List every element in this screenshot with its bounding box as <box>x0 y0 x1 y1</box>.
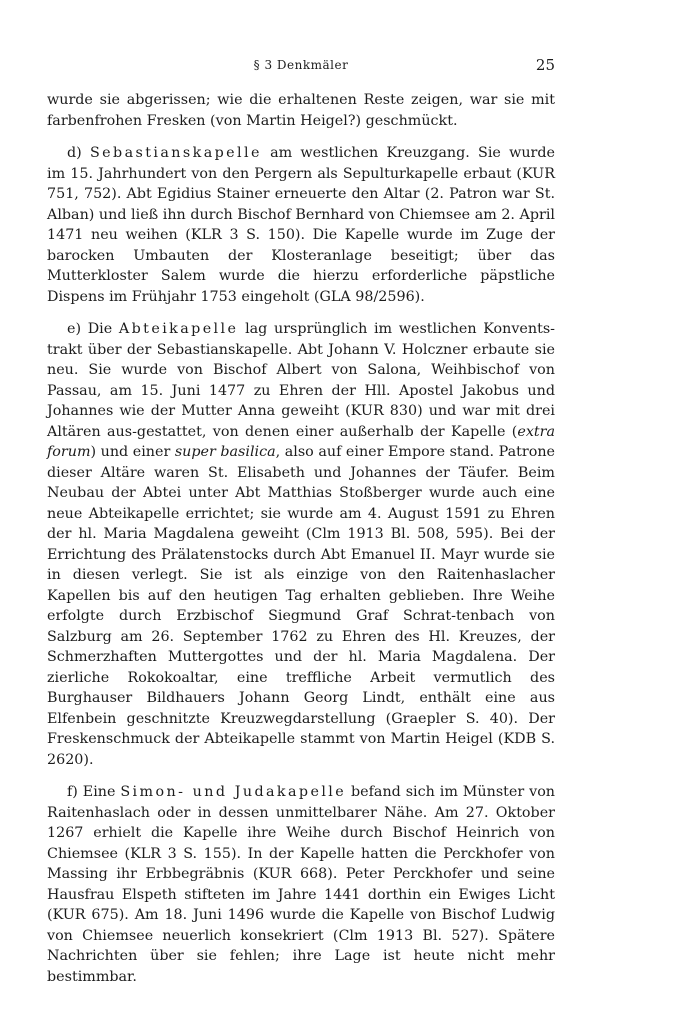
section-title: § 3 Denkmäler <box>253 58 349 72</box>
italic-phrase: super basilica <box>174 444 276 460</box>
paragraph-abteikapelle <box>47 319 555 770</box>
spaced-term: Abteikapelle <box>118 321 239 337</box>
spaced-term: Sebastianskapelle <box>89 145 262 161</box>
spaced-term: Simon- und Judakapelle <box>120 784 347 800</box>
paragraph-text: ) und einer <box>90 444 171 460</box>
paragraph-text: befand sich im Münster von Raitenhaslach oder in dessen unmittelbarer Nähe. Am 27. Oktober 1267 erhielt die Kapelle ihre Weihe durch Bischof Heinrich von Chiemsee (KLR 3 S. 155). In der Kapelle hatten die Perckhofer von Massing ihr Erbbegräbnis (KUR 668). Peter Perckhofer und seine Hausfrau Elspeth stifteten im Jahre 1441 dorthin ein Ewiges Licht (KUR 675). Am 18. Juni 1496 wurde die Kapelle von Bischof Ludwig von Chiemsee neuerlich konsekriert (Clm 1913 Bl. 527). Spätere Nachrichten über sie fehlen; ihre Lage ist heute nicht mehr bestimmbar. <box>47 784 556 985</box>
paragraph-simon-judakapelle <box>47 782 555 987</box>
paragraph-continuation <box>47 90 555 131</box>
paragraph-text: am westlichen Kreuzgang. Sie wurde im 15. Jahrhundert von den Pergern als Sepulturkapelle erbaut (KUR 751, 752). Abt Egidius Stainer erneuerte den Altar (2. Patron war St. Alban) und ließ ihn durch Bischof Bernhard von Chiemsee am 2. April 1471 neu weihen (KLR 3 S. 150). Die Kapelle wurde im Zuge der barocken Umbauten der Klosteranlage beseitigt; über das Mutterkloster Salem wurde die hierzu erforderliche päpstliche Dispens im Frühjahr 1753 eingeholt (GLA 98/2596). <box>47 145 555 305</box>
page-number: 25 <box>535 56 555 74</box>
paragraph-label: f) Eine <box>67 784 116 800</box>
italic-phrase: extra forum <box>47 423 555 460</box>
paragraph-text: wurde sie abgerissen; wie die erhaltenen Reste zeigen, war sie mit farbenfrohen Fresken (von Martin Heigel?) geschmückt. <box>47 92 555 129</box>
paragraph-text: lag ursprünglich im westlichen Konvents-trakt über der Sebastianskapelle. Abt Johann V. Holczner erbaute sie neu. Sie wurde von Bischof Albert von Salona, Weihbischof von Passau, am 15. Juni 1477 zu Ehren der Hll. Apostel Jakobus und Johannes wie der Mutter Anna geweiht (KUR 830) und war mit drei Altären aus-gestattet, von denen einer außerhalb der Kapelle ( <box>47 321 556 440</box>
running-head <box>47 56 555 76</box>
paragraph-sebastianskapelle <box>47 143 555 307</box>
paragraph-label: e) Die <box>67 321 113 337</box>
paragraph-text: , also auf einer Empore stand. Patrone dieser Altäre waren St. Elisabeth und Johannes der Täufer. Beim Neubau der Abtei unter Abt Matthias Stoßberger wurde auch eine neue Abteikapelle errichtet; sie wurde am 4. August 1591 zu Ehren der hl. Maria Magdalena geweiht (Clm 1913 Bl. 508, 595). Bei der Errichtung des Prälatenstocks durch Abt Emanuel II. Mayr wurde sie in diesen verlegt. Sie ist als einzige von den Raitenhaslacher Kapellen bis auf den heutigen Tag erhalten geblieben. Ihre Weihe erfolgte durch Erzbischof Siegmund Graf Schrat-tenbach von Salzburg am 26. September 1762 zu Ehren des Hl. Kreuzes, der Schmerzhaften Muttergottes und der hl. Maria Magdalena. Der zierliche Rokokoaltar, eine treffliche Arbeit vermutlich des Burghauser Bildhauers Johann Georg Lindt, enthält eine aus Elfenbein geschnitzte Kreuzwegdarstellung (Graepler S. 40). Der Freskenschmuck der Abteikapelle stammt von Martin Heigel (KDB S. 2620). <box>47 444 556 768</box>
body-text <box>47 90 555 999</box>
paragraph-label: d) <box>67 145 82 161</box>
